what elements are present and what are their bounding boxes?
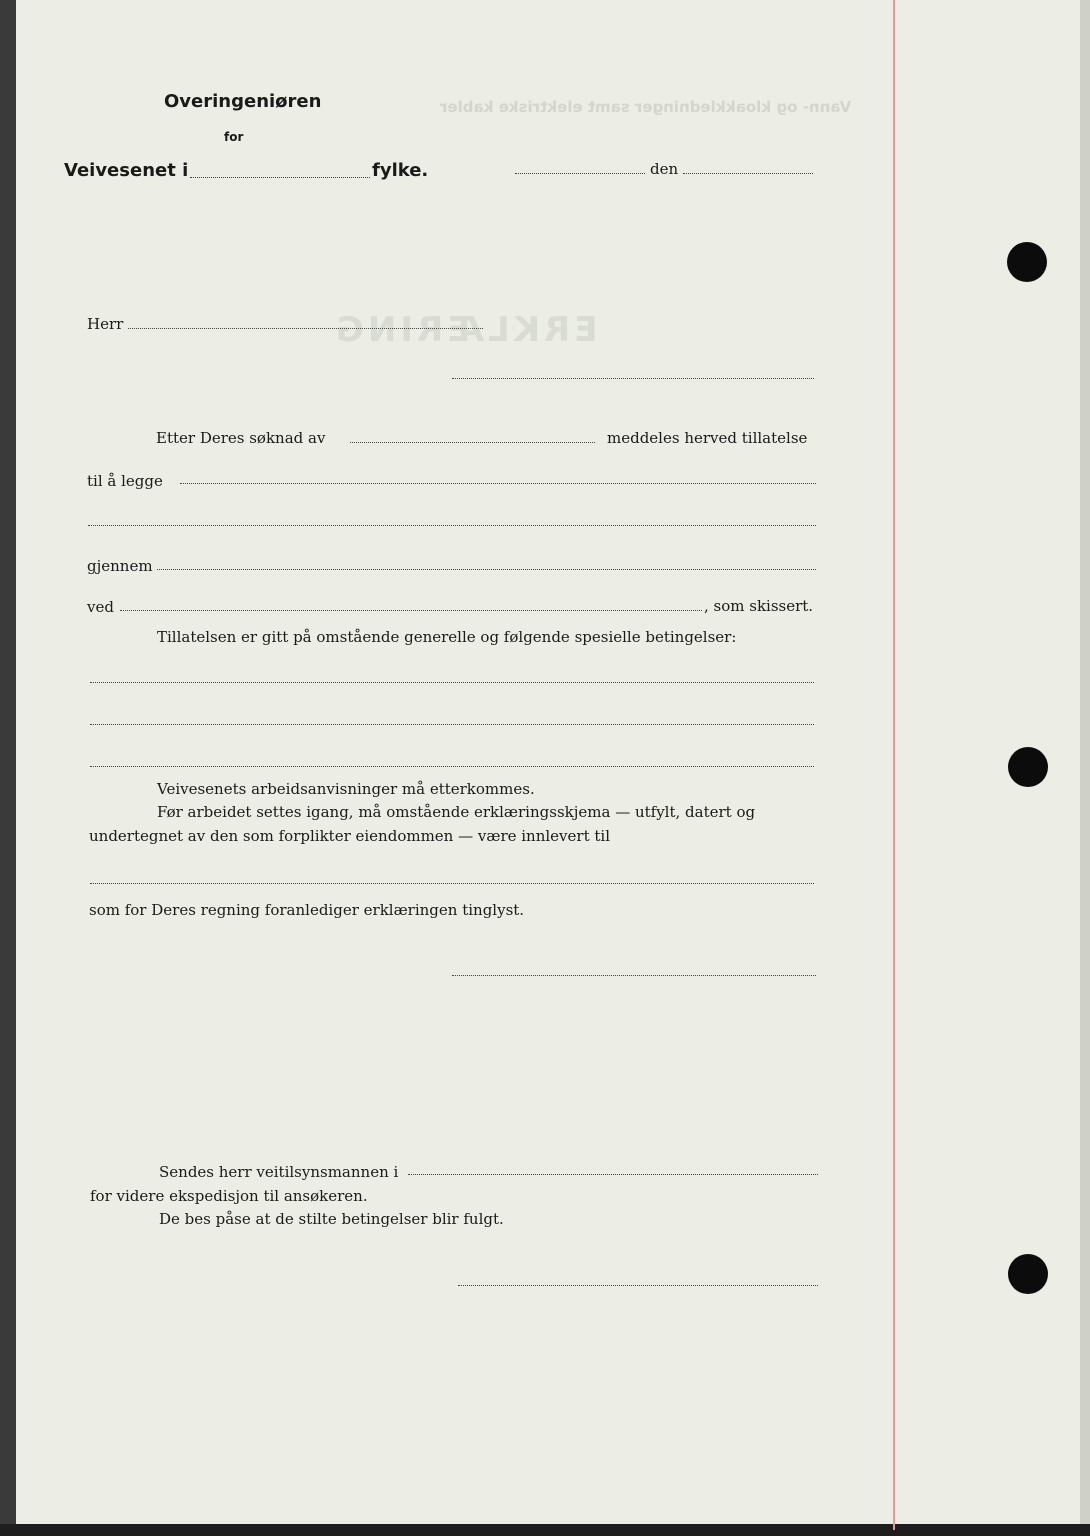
sketched-text: , som skissert. xyxy=(704,597,814,615)
county-field[interactable] xyxy=(190,177,370,178)
instructions-line: Veivesenets arbeidsanvisninger må etterkommes. xyxy=(157,780,535,798)
show-through-heading: ERKLÆRING xyxy=(332,310,598,350)
date-field[interactable] xyxy=(683,173,813,174)
red-margin-line xyxy=(893,0,895,1530)
show-through-top-line: Vann- og kloakkledninger samt elektriske kabler xyxy=(440,98,852,116)
at-field[interactable] xyxy=(120,610,702,611)
condition-line-1[interactable] xyxy=(90,682,814,683)
addressee-label: Herr xyxy=(87,315,124,333)
submit-to-field[interactable] xyxy=(90,883,814,884)
punch-hole-bottom xyxy=(1008,1254,1048,1294)
application-date-field[interactable] xyxy=(350,442,595,443)
condition-line-3[interactable] xyxy=(90,766,814,767)
office-suffix: fylke. xyxy=(372,160,429,181)
punch-hole-middle xyxy=(1008,747,1048,787)
lay-field[interactable] xyxy=(180,483,816,484)
before-work-line-1: Før arbeidet settes igang, må omstående erklæringsskjema — utfylt, datert og xyxy=(157,803,756,821)
scan-edge-left xyxy=(0,0,16,1536)
title-for: for xyxy=(224,130,244,144)
send-to-text: Sendes herr veitilsynsmannen i xyxy=(159,1163,399,1181)
addressee-field[interactable] xyxy=(128,328,483,329)
at-label: ved xyxy=(87,598,114,616)
office-prefix: Veivesenet i xyxy=(64,160,189,181)
condition-line-2[interactable] xyxy=(90,724,814,725)
through-field[interactable] xyxy=(157,569,816,570)
through-label: gjennem xyxy=(87,557,153,575)
signature-field-1[interactable] xyxy=(452,975,816,976)
application-prefix: Etter Deres søknad av xyxy=(156,429,326,447)
before-work-line-2: undertegnet av den som forplikter eiendommen — være innlevert til xyxy=(89,827,610,845)
scan-edge-bottom xyxy=(0,1524,1090,1536)
punch-hole-top xyxy=(1007,242,1047,282)
address-field[interactable] xyxy=(452,378,814,379)
ensure-text: De bes påse at de stilte betingelser blir fulgt. xyxy=(159,1210,504,1228)
registration-text: som for Deres regning foranlediger erklæringen tinglyst. xyxy=(89,901,525,919)
date-label: den xyxy=(650,160,679,178)
lay-field-continued[interactable] xyxy=(88,525,816,526)
signature-field-2[interactable] xyxy=(458,1285,818,1286)
application-suffix: meddeles herved tillatelse xyxy=(607,429,808,447)
conditions-intro: Tillatelsen er gitt på omstående generelle og følgende spesielle betingelser: xyxy=(157,628,737,646)
title-overingenioren: Overingeniøren xyxy=(164,91,322,112)
lay-label: til å legge xyxy=(87,472,163,490)
scan-edge-right xyxy=(1080,0,1090,1536)
district-field[interactable] xyxy=(408,1174,818,1175)
further-text: for videre ekspedisjon til ansøkeren. xyxy=(90,1187,368,1205)
place-field[interactable] xyxy=(515,173,645,174)
